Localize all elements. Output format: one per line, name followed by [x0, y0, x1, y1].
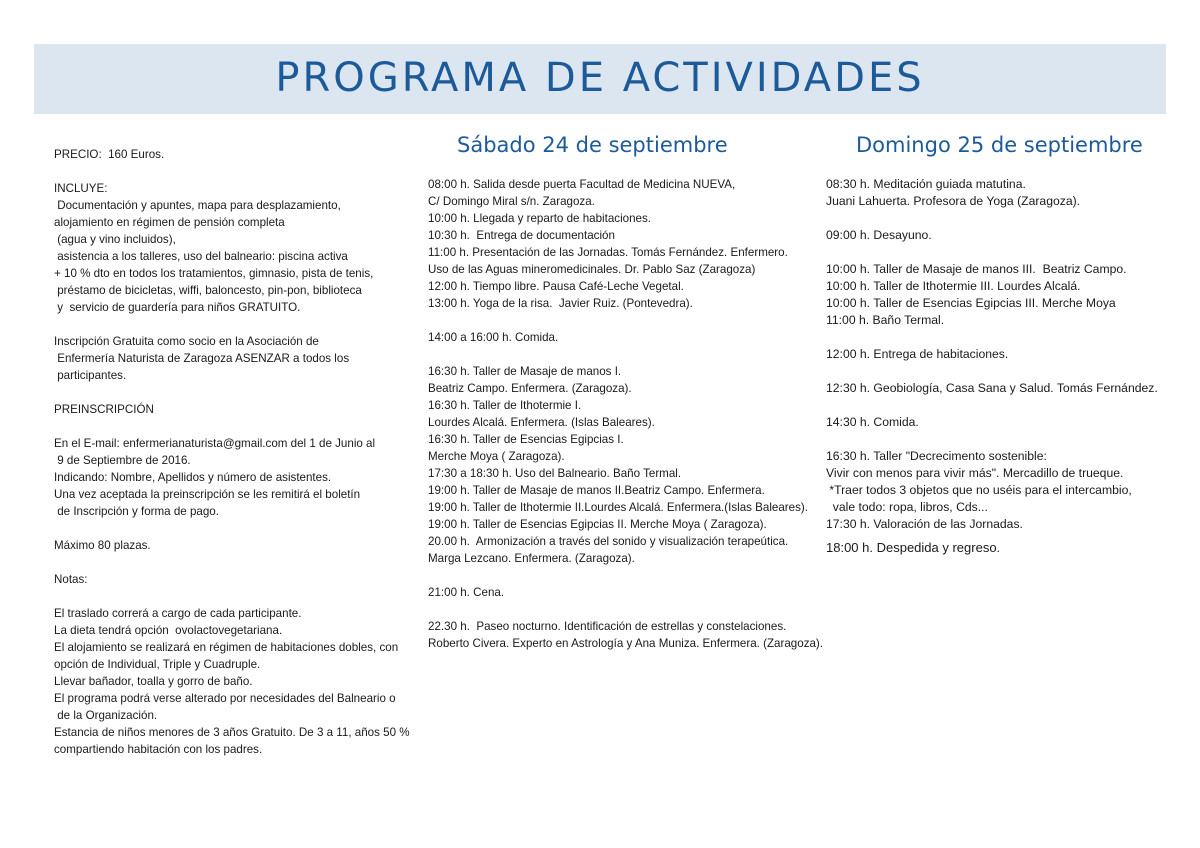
text-line: Una vez aceptada la preinscripción se les remitirá el boletín — [54, 488, 361, 501]
text-line: Marga Lezcano. Enfermera. (Zaragoza). — [428, 552, 635, 565]
text-line: 10:00 h. Llegada y reparto de habitaciones. — [428, 212, 652, 225]
sunday-column — [826, 131, 1176, 556]
text-line: 10:00 h. Taller de Ithotermie III. Lourdes Alcalá. — [826, 279, 1081, 293]
text-line: 16:30 h. Taller de Masaje de manos I. — [428, 365, 622, 378]
text-line: 08:00 h. Salida desde puerta Facultad de Medicina NUEVA, — [428, 178, 736, 191]
blank-line — [826, 329, 1176, 346]
text-line: Estancia de niños menores de 3 años Gratuito. De 3 a 11, años 50 % — [54, 726, 410, 739]
blank-line — [826, 431, 1176, 448]
text-line: asistencia a los talleres, uso del balneario: piscina activa — [54, 250, 348, 263]
text-line: 11:00 h. Baño Termal. — [826, 313, 945, 327]
text-line: 22.30 h. Paseo nocturno. Identificación de estrellas y constelaciones. — [428, 620, 787, 633]
text-line: y servicio de guardería para niños GRATUITO. — [54, 301, 301, 314]
text-line: En el E-mail: enfermerianaturista@gmail.com del 1 de Junio al — [54, 437, 376, 450]
blank-line — [826, 159, 1176, 176]
text-line: Roberto Civera. Experto en Astrología y Ana Muniza. Enfermera. (Zaragoza). — [428, 637, 824, 650]
text-line: 20.00 h. Armonización a través del sonido y visualización terapeútica. — [428, 535, 789, 548]
text-line: Máximo 80 plazas. — [54, 539, 151, 552]
text-line: Indicando: Nombre, Apellidos y número de asistentes. — [54, 471, 332, 484]
text-line: Documentación y apuntes, mapa para desplazamiento, — [54, 199, 341, 212]
text-line: préstamo de bicicletas, wiffi, baloncesto, pin-pon, biblioteca — [54, 284, 362, 297]
text-line: El traslado correrá a cargo de cada participante. — [54, 607, 302, 620]
text-line: Vivir con menos para vivir más". Mercadillo de trueque. — [826, 466, 1124, 480]
text-line: *Traer todos 3 objetos que no uséis para el intercambio, — [826, 483, 1132, 497]
blank-line — [54, 384, 404, 401]
blank-line — [54, 418, 404, 435]
blank-line — [428, 346, 808, 363]
text-line: Uso de las Aguas mineromedicinales. Dr. Pablo Saz (Zaragoza) — [428, 263, 756, 276]
text-line: 19:00 h. Taller de Esencias Egipcias II. Merche Moya ( Zaragoza). — [428, 518, 767, 531]
text-line: 16:30 h. Taller "Decrecimento sostenible: — [826, 449, 1047, 463]
blank-line — [54, 163, 404, 180]
text-line: alojamiento en régimen de pensión completa — [54, 216, 285, 229]
text-line: La dieta tendrá opción ovolactovegetariana. — [54, 624, 283, 637]
text-line: 10:30 h. Entrega de documentación — [428, 229, 615, 242]
blank-line — [428, 312, 808, 329]
blank-line — [428, 601, 808, 618]
text-line: 17:30 a 18:30 h. Uso del Balneario. Baño Termal. — [428, 467, 682, 480]
title-banner — [34, 44, 1166, 114]
text-line: opción de Individual, Triple y Cuadruple. — [54, 658, 261, 671]
text-line: de la Organización. — [54, 709, 158, 722]
sunday-closing-line: 18:00 h. Despedida y regreso. — [826, 540, 1001, 555]
text-line: 10:00 h. Taller de Masaje de manos III. Beatriz Campo. — [826, 262, 1127, 276]
blank-line — [54, 588, 404, 605]
text-line: Beatriz Campo. Enfermera. (Zaragoza). — [428, 382, 632, 395]
text-line: 9 de Septiembre de 2016. — [54, 454, 191, 467]
blank-line — [826, 244, 1176, 261]
text-line: 16:30 h. Taller de Esencias Egipcias I. — [428, 433, 624, 446]
text-line: 08:30 h. Meditación guiada matutina. — [826, 177, 1026, 191]
blank-line — [826, 210, 1176, 227]
blank-line — [428, 159, 808, 176]
saturday-heading: Sábado 24 de septiembre — [457, 133, 728, 157]
text-line: Notas: — [54, 573, 88, 586]
info-column — [54, 146, 410, 758]
text-line: Inscripción Gratuita como socio en la Asociación de — [54, 335, 319, 348]
text-line: PRECIO: 160 Euros. — [54, 148, 165, 161]
text-line: 16:30 h. Taller de Ithotermie I. — [428, 399, 582, 412]
blank-line — [826, 397, 1176, 414]
text-line: 12:00 h. Entrega de habitaciones. — [826, 347, 1009, 361]
text-line: compartiendo habitación con los padres. — [54, 743, 263, 756]
blank-line — [54, 316, 404, 333]
text-line: (agua y vino incluidos), — [54, 233, 176, 246]
text-line: 14:30 h. Comida. — [826, 415, 919, 429]
page-title: PROGRAMA DE ACTIVIDADES — [275, 55, 925, 101]
text-line: 13:00 h. Yoga de la risa. Javier Ruiz. (Pontevedra). — [428, 297, 693, 310]
text-line: 10:00 h. Taller de Esencias Egipcias III. Merche Moya — [826, 296, 1116, 310]
blank-line — [428, 567, 808, 584]
text-line: vale todo: ropa, libros, Cds... — [826, 500, 988, 514]
text-line: participantes. — [54, 369, 127, 382]
text-line: 14:00 a 16:00 h. Comida. — [428, 331, 559, 344]
text-line: 17:30 h. Valoración de las Jornadas. — [826, 517, 1023, 531]
text-line: 11:00 h. Presentación de las Jornadas. Tomás Fernández. Enfermero. — [428, 246, 788, 259]
text-line: PREINSCRIPCIÓN — [54, 403, 154, 416]
text-line: Llevar bañador, toalla y gorro de baño. — [54, 675, 253, 688]
blank-line — [54, 520, 404, 537]
text-line: 09:00 h. Desayuno. — [826, 228, 932, 242]
text-line: 19:00 h. Taller de Masaje de manos II.Beatriz Campo. Enfermera. — [428, 484, 765, 497]
text-line: INCLUYE: — [54, 182, 108, 195]
saturday-column — [428, 131, 824, 652]
text-line: El alojamiento se realizará en régimen de habitaciones dobles, con — [54, 641, 399, 654]
text-line: 12:00 h. Tiempo libre. Pausa Café-Leche Vegetal. — [428, 280, 684, 293]
text-line: + 10 % dto en todos los tratamientos, gimnasio, pista de tenis, — [54, 267, 374, 280]
text-line: 12:30 h. Geobiología, Casa Sana y Salud. Tomás Fernández. — [826, 381, 1158, 395]
text-line: Merche Moya ( Zaragoza). — [428, 450, 565, 463]
text-line: 19:00 h. Taller de Ithotermie II.Lourdes Alcalá. Enfermera.(Islas Baleares). — [428, 501, 808, 514]
blank-line — [826, 363, 1176, 380]
text-line: C/ Domingo Miral s/n. Zaragoza. — [428, 195, 595, 208]
sunday-heading: Domingo 25 de septiembre — [856, 133, 1143, 157]
text-line: Juani Lahuerta. Profesora de Yoga (Zaragoza). — [826, 194, 1081, 208]
blank-line — [54, 554, 404, 571]
text-line: El programa podrá verse alterado por necesidades del Balneario o — [54, 692, 396, 705]
text-line: de Inscripción y forma de pago. — [54, 505, 219, 518]
text-line: Lourdes Alcalá. Enfermera. (Islas Baleares). — [428, 416, 655, 429]
text-line: 21:00 h. Cena. — [428, 586, 505, 599]
text-line: Enfermería Naturista de Zaragoza ASENZAR a todos los — [54, 352, 350, 365]
